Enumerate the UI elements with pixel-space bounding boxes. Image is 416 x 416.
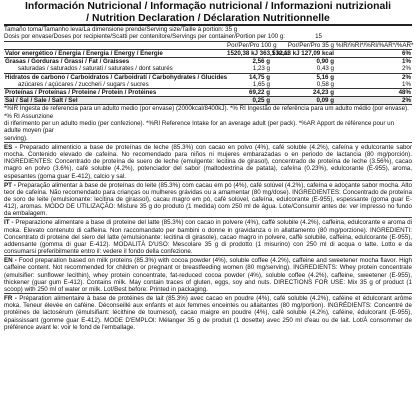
language-text: Préparation alimentaire à base de protéines de lait (85.3%) avec cacao en poudre (4%), café soluble (4.2%), caféine et édulcorant arôme moka. Teneur élevée en caféine. Déconseillé aux enfants et aux femmes enceintes ou allaitantes (80 mg/portion). INGRÉDIENTS: Concentré de protéines de lactosérum (émulsifiant: lécithine de tournesol), cacao maigre en poudre (4%), café soluble (4.2%), caféine, édulcorant (E-955), épaississant (gomme guar E-412). MODE D'EMPLOI: Mélanger 35 g de produit (1 dosette) avec 250 ml d'eau ou de lait. Lot/À consommer de préférence avant le: voir le fond de l'emballage. bbox=[4, 295, 413, 331]
table-header-row bbox=[4, 41, 412, 49]
nutrient-name: saturadas / saturados / saturati / saturates / dont saturés bbox=[18, 65, 173, 73]
nutrient-row bbox=[4, 65, 412, 73]
language-paragraph bbox=[4, 180, 412, 218]
nutrient-per-35g: 532,13 kJ 127,09 kcal bbox=[272, 50, 334, 58]
nutrition-table bbox=[4, 41, 412, 105]
nutrient-name: Hidratos de carbono / Carboidratos / Carboidrati / Carbohydrates / Glucides bbox=[5, 73, 228, 81]
nutrient-per-100g: 14,75 g bbox=[226, 73, 271, 81]
language-code: PT - bbox=[4, 181, 18, 189]
serving-size-line: Tamaño toma/Tamanho leva/La dimensione prende/Serving size/Taille à portion: 35 g bbox=[4, 26, 238, 33]
header-cell-label bbox=[4, 41, 226, 49]
nutrient-name: Grasas / Gorduras / Grassi / Fat / Graisses bbox=[4, 58, 226, 66]
reference-intake-line-1: *%IR Ingesta de referencia para un adulto medio (por envase) (2000kcal/8400kJ). *% RI Ingestão de referência para um adulto médio (por envase). *% RI Assunzione bbox=[4, 105, 409, 120]
nutrient-per-100g: 0,25 g bbox=[226, 97, 271, 105]
reference-intake-line-2: di riferimento per un adulto medio (per confezione). *%RI Reference Intake for an average adult (per pack). *%AR Apport de référence pour un adulte moyen (par bbox=[4, 120, 395, 135]
nutrient-per-100g: 1,23 g bbox=[252, 65, 270, 73]
nutrient-ri-percent: 2% bbox=[335, 97, 412, 105]
nutrient-per-35g: 5,16 g bbox=[271, 73, 335, 81]
language-sections bbox=[4, 142, 412, 331]
nutrient-ri-percent: 1% bbox=[335, 58, 412, 66]
nutrient-name: Sal / Sal / Sale / Salt / Sel bbox=[4, 97, 226, 105]
nutrient-row bbox=[4, 89, 412, 97]
nutrient-ri-percent: 6% bbox=[335, 50, 412, 58]
nutrient-row bbox=[4, 97, 412, 105]
header-cell-per-35g: Por/Per/Pro 35 g bbox=[271, 41, 335, 49]
language-text: Preparação alimentar à base de proteínas do leite (85.3%) com cacau em pó (4%), café solúvel (4.2%), cafeína e adoçante sabor mocha. Alto teor de cafeína. Não recomendado para crianças ou mulheres grávidas ou a amamentar (80 mg/dose). INGREDIENTES: Concentrado de proteína de soro de leite (emulsionante: lecitina de girassol), cacau magro em pó, café solúvel, cafeína, edulcorante (E-955), espessante (goma guar E-412), aromas. MODO DE UTILIZAÇÃO: Misture 35 g do produto (1 medida) com 250 ml de água. Lote/Consumir antes de: ver impresso no fundo da embalagem. bbox=[4, 181, 412, 218]
language-text: Food preparation based on milk proteins (85.3%) with cocoa powder (4%), soluble coffee (4.2%), caffeine and sweetener mocha flavor. High caffeine content. Not recommended for children or pregnant or breastfeeding women (80 mg/serving). INGREDIENTS: Whey protein concentrate (emulsifier: sunflower lecithin), whey protein concentrate, fat-reduced cocoa powder (4%), soluble coffee (4.2%), caffeine, sweetener (E-955), thickener (guar gum E-412). Contains milk. May contain traces of gluten, eggs, soy and nuts. DIRECTIONS FOR USE: Mix 35 g of product (1 scoop) with 250 ml of water or milk. Lot/Best before: Printed in packaging. bbox=[4, 257, 412, 293]
language-text: Preparazione alimentare a base di proteine del latte (85.3%) con cacao in polvere (4%), caffè solubile (4.2%), caffeina, edulcorante e aroma di moka. Elevato contenuto di caffeina. Non raccomandato per bambini o donne in gravidanza o in allattamento (80 mg/porzione). INGREDIENTI: Concentrato di proteine del siero del latte (emulsionante: lecitina di girasole), cacao magro in polvere, caffè solubile, caffeina, edulcorante (E-955), addensante (gomma di guar E-412). MODALITÀ D'USO: Mescolare 35 g di prodotto (1 misurino) con 250 ml di acqua o latte. Lotto e da consumarsi preferibilmente entro il: vedere il fondo della confezione. bbox=[4, 219, 413, 256]
nutrient-per-35g: 0,58 g bbox=[316, 80, 334, 88]
reference-intake-line-3: serving). bbox=[4, 134, 28, 142]
language-paragraph bbox=[4, 142, 412, 180]
servings-per-container-line bbox=[4, 33, 412, 40]
language-code: EN - bbox=[4, 257, 19, 265]
language-code: ES - bbox=[4, 143, 20, 151]
nutrient-name: azúcares / açúcares / zuccheri / sugars / sucres bbox=[18, 80, 149, 88]
header-cell-per-100g: Por/Per/Pro 100 g bbox=[227, 41, 277, 49]
language-text: Preparado alimenticio a base de proteínas de leche (85.3%) con cacao en polvo (4%), café soluble (4.2%), cafeína y edulcorante sabor mocha. Contenido elevado de cafeína. No recomendado para niños ni mujeres embarazadas o en periodo de lactancia (80 mg/porción). INGREDIENTES: Concentrado de proteína de suero de leche (emulgente: lecitina de girasol), concentrado de proteína de leche (3.56%), cacao magro en polvo (3.6%), café soluble (4.2%), potenciador del sabor (maltodextrina de patata), cafeína (0.23%), edulcorante (E-955), aroma, espesantes (goma guar E-412), calcio y sal. bbox=[4, 143, 412, 180]
title-line-1: Información Nutricional / Informação nutricional / Informazioni nutrizionali bbox=[24, 1, 391, 12]
nutrition-rows bbox=[4, 49, 412, 104]
language-paragraph bbox=[4, 255, 412, 293]
language-paragraph bbox=[4, 293, 412, 331]
nutrient-name: Proteínas / Proteínas / Proteine / Protein / Protéines bbox=[4, 89, 226, 97]
nutrient-per-100g: 1520,38 kJ 363,1 kcal bbox=[227, 50, 289, 58]
reference-intake-note bbox=[4, 104, 412, 141]
nutrient-ri-percent: 48% bbox=[335, 89, 412, 97]
nutrient-per-100g: 2,56 g bbox=[226, 58, 271, 66]
language-code: FR - bbox=[4, 295, 20, 303]
nutrient-per-100g: 1,65 g bbox=[252, 80, 270, 88]
nutrient-per-35g: 0,09 g bbox=[271, 97, 335, 105]
nutrient-name: Valor energético / Energia / Energia / Energy / Énergie bbox=[4, 50, 226, 58]
nutrient-row bbox=[4, 81, 412, 89]
nutrient-per-100g: 69,22 g bbox=[226, 89, 271, 97]
nutrient-ri-percent: 2% bbox=[335, 73, 412, 81]
nutrient-row bbox=[4, 73, 412, 81]
label-title bbox=[4, 1, 412, 24]
nutrient-row bbox=[4, 50, 412, 58]
nutrient-row bbox=[4, 58, 412, 66]
nutrient-per-35g: 0,90 g bbox=[271, 58, 335, 66]
title-line-2: / Nutrition Declaration / Déclaration Nutritionnelle bbox=[86, 12, 330, 24]
servings-per-container-value: 15 bbox=[315, 33, 322, 41]
nutrient-ri-percent: 1% bbox=[402, 80, 411, 88]
header-cell-ri: %IR/%RI*/%RI/%AR*/%AR* bbox=[336, 41, 414, 49]
language-paragraph bbox=[4, 217, 412, 255]
nutrient-per-35g: 24,23 g bbox=[271, 89, 335, 97]
servings-per-container-label: Dosis por envase/Doses por recipiente/Scatti per contenitore/Servings per container/Portion per 100 g: bbox=[4, 33, 285, 41]
language-code: IT - bbox=[4, 219, 16, 227]
nutrient-ri-percent: 2% bbox=[402, 65, 411, 73]
nutrient-per-35g: 0,43 g bbox=[316, 65, 334, 73]
